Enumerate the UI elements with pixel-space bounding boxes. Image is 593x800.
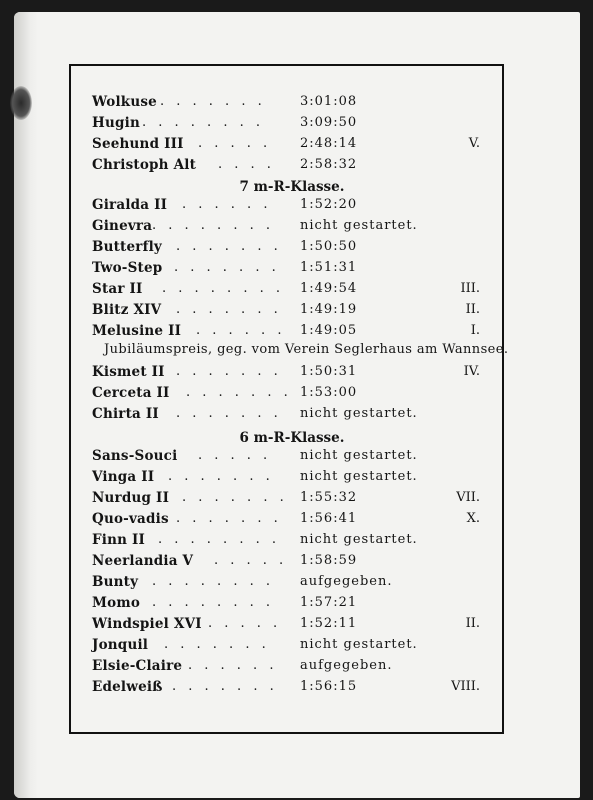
result-row <box>92 635 492 655</box>
result-row <box>92 404 492 424</box>
result-value: 1:56:15 <box>300 679 358 694</box>
boat-name: Blitz XIV <box>92 302 162 318</box>
placing: I. <box>470 323 480 338</box>
prize-note: Jubiläumspreis, geg. vom Verein Seglerhaus am Wannsee. <box>104 342 509 357</box>
result-row <box>92 113 492 133</box>
result-value: 1:50:31 <box>300 364 358 379</box>
result-value: nicht gestartet. <box>300 448 418 463</box>
leader-dots: . . . . . . . . <box>152 574 274 589</box>
leader-dots: . . . . . . . . <box>152 218 274 233</box>
boat-name: Chirta II <box>92 406 159 422</box>
result-value: 2:58:32 <box>300 157 358 172</box>
result-row <box>92 155 492 175</box>
result-row <box>92 446 492 466</box>
leader-dots: . . . . . . <box>188 658 278 673</box>
boat-name: Christoph Alt <box>92 157 197 173</box>
leader-dots: . . . . . . . <box>176 511 282 526</box>
leader-dots: . . . . . . . <box>182 490 288 505</box>
boat-name: Giralda II <box>92 197 168 213</box>
placing: VIII. <box>451 679 480 694</box>
result-value: 1:51:31 <box>300 260 358 275</box>
result-row <box>92 677 492 697</box>
result-row <box>92 92 492 112</box>
result-value: 1:52:20 <box>300 197 358 212</box>
placing: IV. <box>463 364 480 379</box>
result-row <box>92 258 492 278</box>
leader-dots: . . . . . . . . <box>162 281 284 296</box>
result-value: 3:09:50 <box>300 115 358 130</box>
leader-dots: . . . . . <box>208 616 282 631</box>
result-value: 1:52:11 <box>300 616 358 631</box>
leader-dots: . . . . . <box>198 136 272 151</box>
placing: II. <box>465 302 480 317</box>
result-row <box>92 237 492 257</box>
result-value: aufgegeben. <box>300 658 393 673</box>
leader-dots: . . . . . <box>198 448 272 463</box>
binding-hole <box>10 86 32 120</box>
result-row <box>92 572 492 592</box>
boat-name: Star II <box>92 281 143 297</box>
boat-name: Hugin <box>92 115 140 131</box>
result-value: 1:53:00 <box>300 385 358 400</box>
result-value: 3:01:08 <box>300 94 358 109</box>
leader-dots: . . . . . . . <box>160 94 266 109</box>
class-heading: 7 m-R-Klasse. <box>239 179 345 195</box>
leader-dots: . . . . <box>218 157 275 172</box>
result-value: nicht gestartet. <box>300 532 418 547</box>
placing: II. <box>465 616 480 631</box>
leader-dots: . . . . . . . <box>172 679 278 694</box>
result-row <box>92 134 492 154</box>
result-value: 1:49:19 <box>300 302 358 317</box>
result-row <box>92 300 492 320</box>
boat-name: Ginevra <box>92 218 153 234</box>
result-value: 1:57:21 <box>300 595 358 610</box>
class-heading: 6 m-R-Klasse. <box>239 430 345 446</box>
boat-name: Kismet II <box>92 364 165 380</box>
placing: V. <box>468 136 480 151</box>
result-row <box>92 383 492 403</box>
leader-dots: . . . . . . . <box>176 406 282 421</box>
result-value: 2:48:14 <box>300 136 358 151</box>
placing: III. <box>460 281 480 296</box>
boat-name: Elsie-Claire <box>92 658 183 674</box>
result-row <box>92 656 492 676</box>
leader-dots: . . . . . . . . <box>158 532 280 547</box>
result-value: 1:55:32 <box>300 490 358 505</box>
leader-dots: . . . . . . . . <box>142 115 264 130</box>
leader-dots: . . . . . . <box>182 197 272 212</box>
leader-dots: . . . . . . . <box>176 239 282 254</box>
leader-dots: . . . . . . . <box>174 260 280 275</box>
boat-name: Seehund III <box>92 136 184 152</box>
result-value: 1:56:41 <box>300 511 358 526</box>
result-row <box>92 279 492 299</box>
result-row <box>92 467 492 487</box>
leader-dots: . . . . . . . . <box>152 595 274 610</box>
boat-name: Jonquil <box>92 637 149 653</box>
boat-name: Windspiel XVI <box>92 616 202 632</box>
result-row <box>92 216 492 236</box>
boat-name: Edelweiß <box>92 679 163 695</box>
leader-dots: . . . . . . . <box>164 637 270 652</box>
leader-dots: . . . . . . . <box>168 469 274 484</box>
result-row <box>92 321 492 341</box>
page-spine <box>14 12 38 798</box>
result-row <box>92 509 492 529</box>
boat-name: Vinga II <box>92 469 155 485</box>
boat-name: Cerceta II <box>92 385 170 401</box>
result-value: nicht gestartet. <box>300 469 418 484</box>
boat-name: Sans-Souci <box>92 448 178 464</box>
leader-dots: . . . . . . . <box>176 302 282 317</box>
result-value: nicht gestartet. <box>300 218 418 233</box>
leader-dots: . . . . . . . <box>186 385 292 400</box>
result-value: 1:58:59 <box>300 553 358 568</box>
result-value: nicht gestartet. <box>300 406 418 421</box>
result-row <box>92 362 492 382</box>
leader-dots: . . . . . . . <box>176 364 282 379</box>
result-row <box>92 593 492 613</box>
book-page <box>14 12 580 798</box>
boat-name: Nurdug II <box>92 490 170 506</box>
placing: VII. <box>456 490 480 505</box>
result-value: aufgegeben. <box>300 574 393 589</box>
boat-name: Melusine II <box>92 323 182 339</box>
boat-name: Bunty <box>92 574 139 590</box>
result-row <box>92 551 492 571</box>
result-row <box>92 195 492 215</box>
leader-dots: . . . . . <box>214 553 288 568</box>
result-value: nicht gestartet. <box>300 637 418 652</box>
boat-name: Neerlandia V <box>92 553 194 569</box>
result-row <box>92 488 492 508</box>
boat-name: Wolkuse <box>92 94 157 110</box>
placing: X. <box>466 511 480 526</box>
leader-dots: . . . . . . <box>196 323 286 338</box>
result-value: 1:49:05 <box>300 323 358 338</box>
result-value: 1:49:54 <box>300 281 358 296</box>
boat-name: Quo-vadis <box>92 511 169 527</box>
boat-name: Momo <box>92 595 141 611</box>
result-value: 1:50:50 <box>300 239 358 254</box>
boat-name: Butterfly <box>92 239 162 255</box>
boat-name: Two-Step <box>92 260 163 276</box>
boat-name: Finn II <box>92 532 146 548</box>
result-row <box>92 530 492 550</box>
result-row <box>92 614 492 634</box>
